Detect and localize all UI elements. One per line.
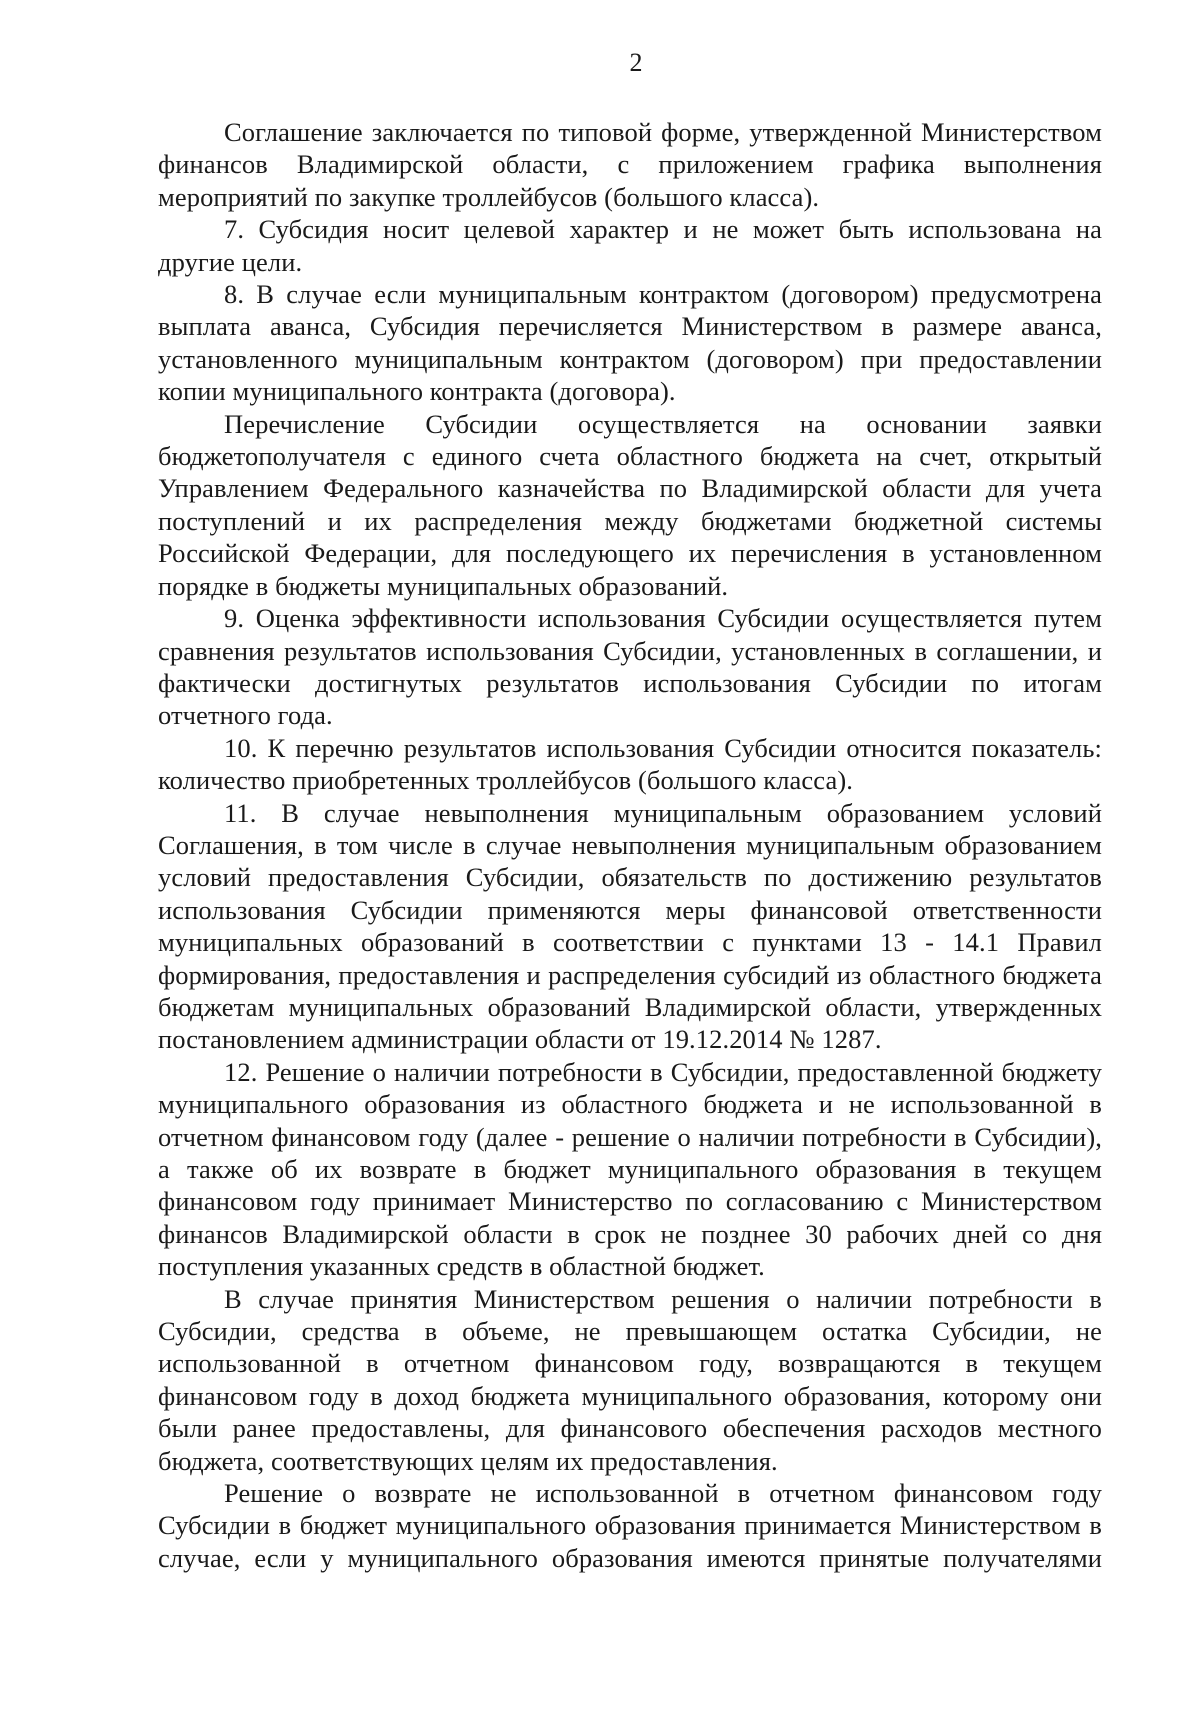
paragraph-item-7: 7. Субсидия носит целевой характер и не может быть использована на другие цели. <box>158 214 1102 277</box>
paragraph-item-8: 8. В случае если муниципальным контрактом (договором) предусмотрена выплата аванса, Субсидия перечисляется Министерством в размере аванса, установленного муниципальным контрактом (договором) при предоставлении копии муниципального контракта (договора). <box>158 279 1102 407</box>
paragraph-transfer: Перечисление Субсидии осуществляется на основании заявки бюджетополучателя с единого счета областного бюджета на счет, открытый Управлением Федерального казначейства по Владимирской области для учета поступлений и их распределения между бюджетами бюджетной системы Российской Федерации, для последующего их перечисления в установленном порядке в бюджеты муниципальных образований. <box>158 408 1102 601</box>
paragraph-agreement-form: Соглашение заключается по типовой форме, утвержденной Министерством финансов Владимирской области, с приложением графика выполнения мероприятий по закупке троллейбусов (большого класса). <box>158 117 1102 212</box>
document-body <box>158 116 1102 1574</box>
paragraph-item-12: 12. Решение о наличии потребности в Субсидии, предоставленной бюджету муниципального образования из областного бюджета и не использованной в отчетном финансовом году (далее - решение о наличии потребности в Субсидии), а также об их возврате в бюджет муниципального образования в текущем финансовом году принимает Министерство по согласованию с Министерством финансов Владимирской области в срок не позднее 30 рабочих дней со дня поступления указанных средств в областной бюджет. <box>158 1056 1102 1282</box>
paragraph-item-9: 9. Оценка эффективности использования Субсидии осуществляется путем сравнения результатов использования Субсидии, установленных в соглашении, и фактически достигнутых результатов использования Субсидии по итогам отчетного года. <box>158 603 1102 731</box>
page-number: 2 <box>629 48 643 77</box>
paragraph-need-decision: В случае принятия Министерством решения о наличии потребности в Субсидии, средства в объеме, не превышающем остатка Субсидии, не использованной в отчетном финансовом году, возвращаются в текущем финансовом году в доход бюджета муниципального образования, которому они были ранее предоставлены, для финансового обеспечения расходов местного бюджета, соответствующих целям их предоставления. <box>158 1283 1102 1476</box>
paragraph-item-11: 11. В случае невыполнения муниципальным образованием условий Соглашения, в том числе в случае невыполнения муниципальным образованием условий предоставления Субсидии, обязательств по достижению результатов использования Субсидии применяются меры финансовой ответственности муниципальных образований в соответствии с пунктами 13 - 14.1 Правил формирования, предоставления и распределения субсидий из областного бюджета бюджетам муниципальных образований Владимирской области, утвержденных постановлением администрации области от 19.12.2014 № 1287. <box>158 797 1102 1055</box>
paragraph-return-decision: Решение о возврате не использованной в отчетном финансовом году Субсидии в бюджет муниципального образования принимается Министерством в случае, если у муниципального образования имеются принятые получателями <box>158 1478 1102 1573</box>
paragraph-item-10: 10. К перечню результатов использования Субсидии относится показатель: количество приобретенных троллейбусов (большого класса). <box>158 732 1102 796</box>
